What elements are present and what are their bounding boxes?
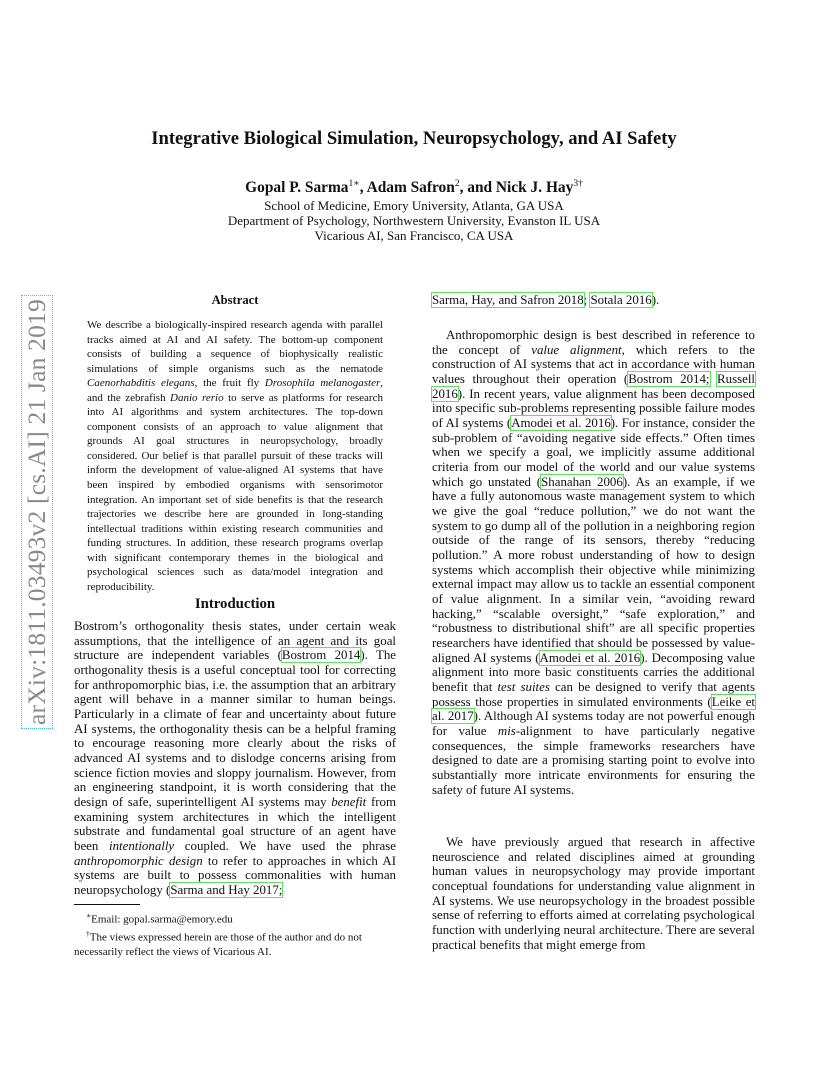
footnote-rule (74, 904, 140, 905)
body-text: ). As an example, if we have a fully autonomous waste management system to which we give the goal “reduce pollution,” we do not want the system to go dump all of the pollution in a neighboring region outside of the range of its sensors, thereby “reducing pollution.” A more robust understanding of how to design systems which accomplish their objective while minimizing external impact may allow us to tackle an essential component of value alignment. In a similar vein, “avoiding reward hacking,” “scalable oversight,” “safe exploration,” and “robustness to distributional shift” are all specific properties researchers have identified that should be possessed by value-aligned AI systems ( (432, 474, 756, 665)
citation-link[interactable]: Amodei et al. 2016 (539, 650, 641, 665)
author-mark: 2 (454, 179, 460, 189)
citation-link[interactable]: Sarma and Hay 2017; (170, 883, 283, 898)
body-text: ). For instance, consider the sub-problem of “avoiding negative side effects.” Often times when we specify a goal, we implicitly assume additional criteria from our model of the world and our value systems which go unstated ( (432, 416, 755, 489)
citation-link[interactable]: Shanahan 2006 (541, 474, 623, 489)
emphasis-text: anthropomorphic design (74, 853, 203, 868)
citation-link[interactable]: Bostrom 2014; (628, 372, 710, 387)
footnote-text: Email: gopal.sarma@emory.edu (91, 913, 233, 926)
author-mark: 3† (573, 179, 583, 189)
body-text: ; (583, 293, 591, 307)
body-text: ). Although AI systems today are not powerful enough for value (432, 709, 755, 739)
citation-link[interactable]: Amodei et al. 2016 (511, 416, 611, 431)
footnote-text: The views expressed herein are those of the author and do not necessarily reflect the views of Vicarious AI. (74, 932, 362, 958)
introduction-heading: Introduction (194, 596, 276, 612)
citation-link[interactable]: Leike et al. 2017 (432, 694, 755, 724)
body-text: ). (651, 293, 660, 307)
right-paragraph-1 (432, 328, 755, 798)
body-text: from examining system architectures in which the intelligent substrate and fundamental goal structure of an agent have been (74, 795, 396, 854)
arxiv-identifier[interactable] (21, 295, 53, 729)
citation-link[interactable]: Sotala 2016 (590, 293, 652, 307)
paper-title: Integrative Biological Simulation, Neuropsychology, and AI Safety (151, 128, 677, 149)
author-name: , and Nick J. Hay (459, 179, 574, 197)
right-paragraph-2: We have previously argued that research in affective neuroscience and related disciplines aimed at grounding human values in neuropsychology may provide important conceptual foundations for understanding value alignment in AI systems. We use neuropsychology in the broadest possible sense of referring to efforts aimed at correlating psychological function with underlying neural architecture. There are several practical benefits that might emerge from (432, 835, 755, 952)
footnote-email (74, 909, 396, 927)
body-text: Bostrom’s orthogonality thesis states, under certain weak assumptions, that the intelligence of an agent and its goal structure are independent variables ( (74, 619, 396, 663)
footnotes (74, 909, 396, 960)
author-name: , Adam Safron (359, 179, 455, 197)
body-text: ). The orthogonality thesis is a useful conceptual tool for correcting for anthropomorphic bias, i.e. the assumption that an arbitrary agent will behave in a manner similar to human beings. Particularly in a climate of fear and uncertainty about future AI systems, the orthogonality thesis can be a helpful framing to encourage reasoning more clearly about the risks of advanced AI systems and to dislodge concerns arising from science fiction movies and sloppy journalism. However, from an engineering standpoint, it is worth considering that the design of safe, superintelligent AI systems may (74, 648, 397, 810)
body-text: to refer to approaches in which AI systems are built to possess commonalities with human neuropsychology ( (74, 853, 396, 898)
emphasis-text: mis (497, 724, 516, 739)
emphasis-text: test suites (497, 680, 550, 695)
arxiv-id-label[interactable]: arXiv:1811.03493v2 [cs.AI] 21 Jan 2019 (21, 295, 53, 729)
abstract-text: , and the zebrafish (87, 377, 383, 404)
author-name: Gopal P. Sarma (245, 179, 349, 197)
right-paragraph-0 (432, 293, 755, 308)
emphasis-text: intentionally (108, 839, 175, 854)
emphasis-text: benefit (331, 795, 367, 810)
abstract-text: , the fruit fly (194, 377, 265, 390)
body-text (710, 372, 718, 386)
introduction-body (74, 619, 396, 898)
affiliation: School of Medicine, Emory University, Atlanta, GA USA (264, 198, 564, 213)
body-text: , which refers to the construction of AI systems that act in accordance with human values throughout their operation ( (432, 342, 755, 387)
affiliation: Department of Psychology, Northwestern University, Evanston IL USA (227, 213, 601, 228)
footnote-disclaimer (74, 927, 396, 959)
author-mark: 1∗ (348, 179, 360, 189)
species-name: Drosophila melanogaster (264, 377, 381, 390)
body-text: ). In recent years, value alignment has been decomposed into specific sub-problems representing possible failure modes of AI systems ( (432, 386, 755, 431)
abstract-text: to serve as platforms for research into AI algorithms and system architectures. The top-down component consists of an approach to value alignment that grounds AI goal structures in neuropsychology, broadly considered. Our belief is that parallel pursuit of these tracks will inform the development of value-aligned AI systems that have been inspired by embodied organisms with sensorimotor integration. An important set of side benefits is that the research trajectories we describe here are grounded in long-standing intellectual traditions within existing research communities and funding structures. In addition, these research programs overlap with significant contemporary themes in the biological and psychological sciences such as data/model integration and reproducibility. (87, 391, 383, 593)
body-text: -alignment to have particularly negative consequences, the simple frameworks researchers have designed to date are a promising starting point to evolve into substantially more intricate environments for ensuring the safety of future AI systems. (432, 724, 755, 797)
arxiv-sidebar (20, 262, 54, 762)
citation-link[interactable]: Bostrom 2014 (281, 648, 361, 663)
footnote-mark: ∗ (86, 911, 92, 920)
author-list (0, 178, 828, 197)
species-name: Danio rerio (170, 391, 224, 404)
abstract-heading: Abstract (211, 293, 259, 307)
species-name: Caenorhabditis elegans (87, 377, 195, 390)
body-text: coupled. We have used the phrase (174, 839, 397, 854)
abstract-body (87, 318, 383, 594)
body-text: Anthropomorphic design is best described in reference to the concept of (432, 328, 755, 357)
abstract-text: We describe a biologically-inspired research agenda with parallel tracks aimed at AI and AI safety. The bottom-up component consists of building a sequence of biophysically realistic simulations of simple organisms such as the nematode (87, 319, 383, 375)
affiliation: Vicarious AI, San Francisco, CA USA (314, 228, 514, 243)
citation-link[interactable]: Sarma, Hay, and Safron 2018 (432, 293, 584, 307)
body-text: can be designed to verify that agents possess those properties in simulated environments ( (432, 680, 755, 709)
emphasis-text: value alignment (531, 342, 622, 357)
body-text: ). Decomposing value alignment into more basic constituents carries the additional benefit that (432, 650, 755, 695)
footnote-mark: † (86, 929, 90, 939)
citation-link[interactable]: Russell 2016 (432, 372, 755, 401)
